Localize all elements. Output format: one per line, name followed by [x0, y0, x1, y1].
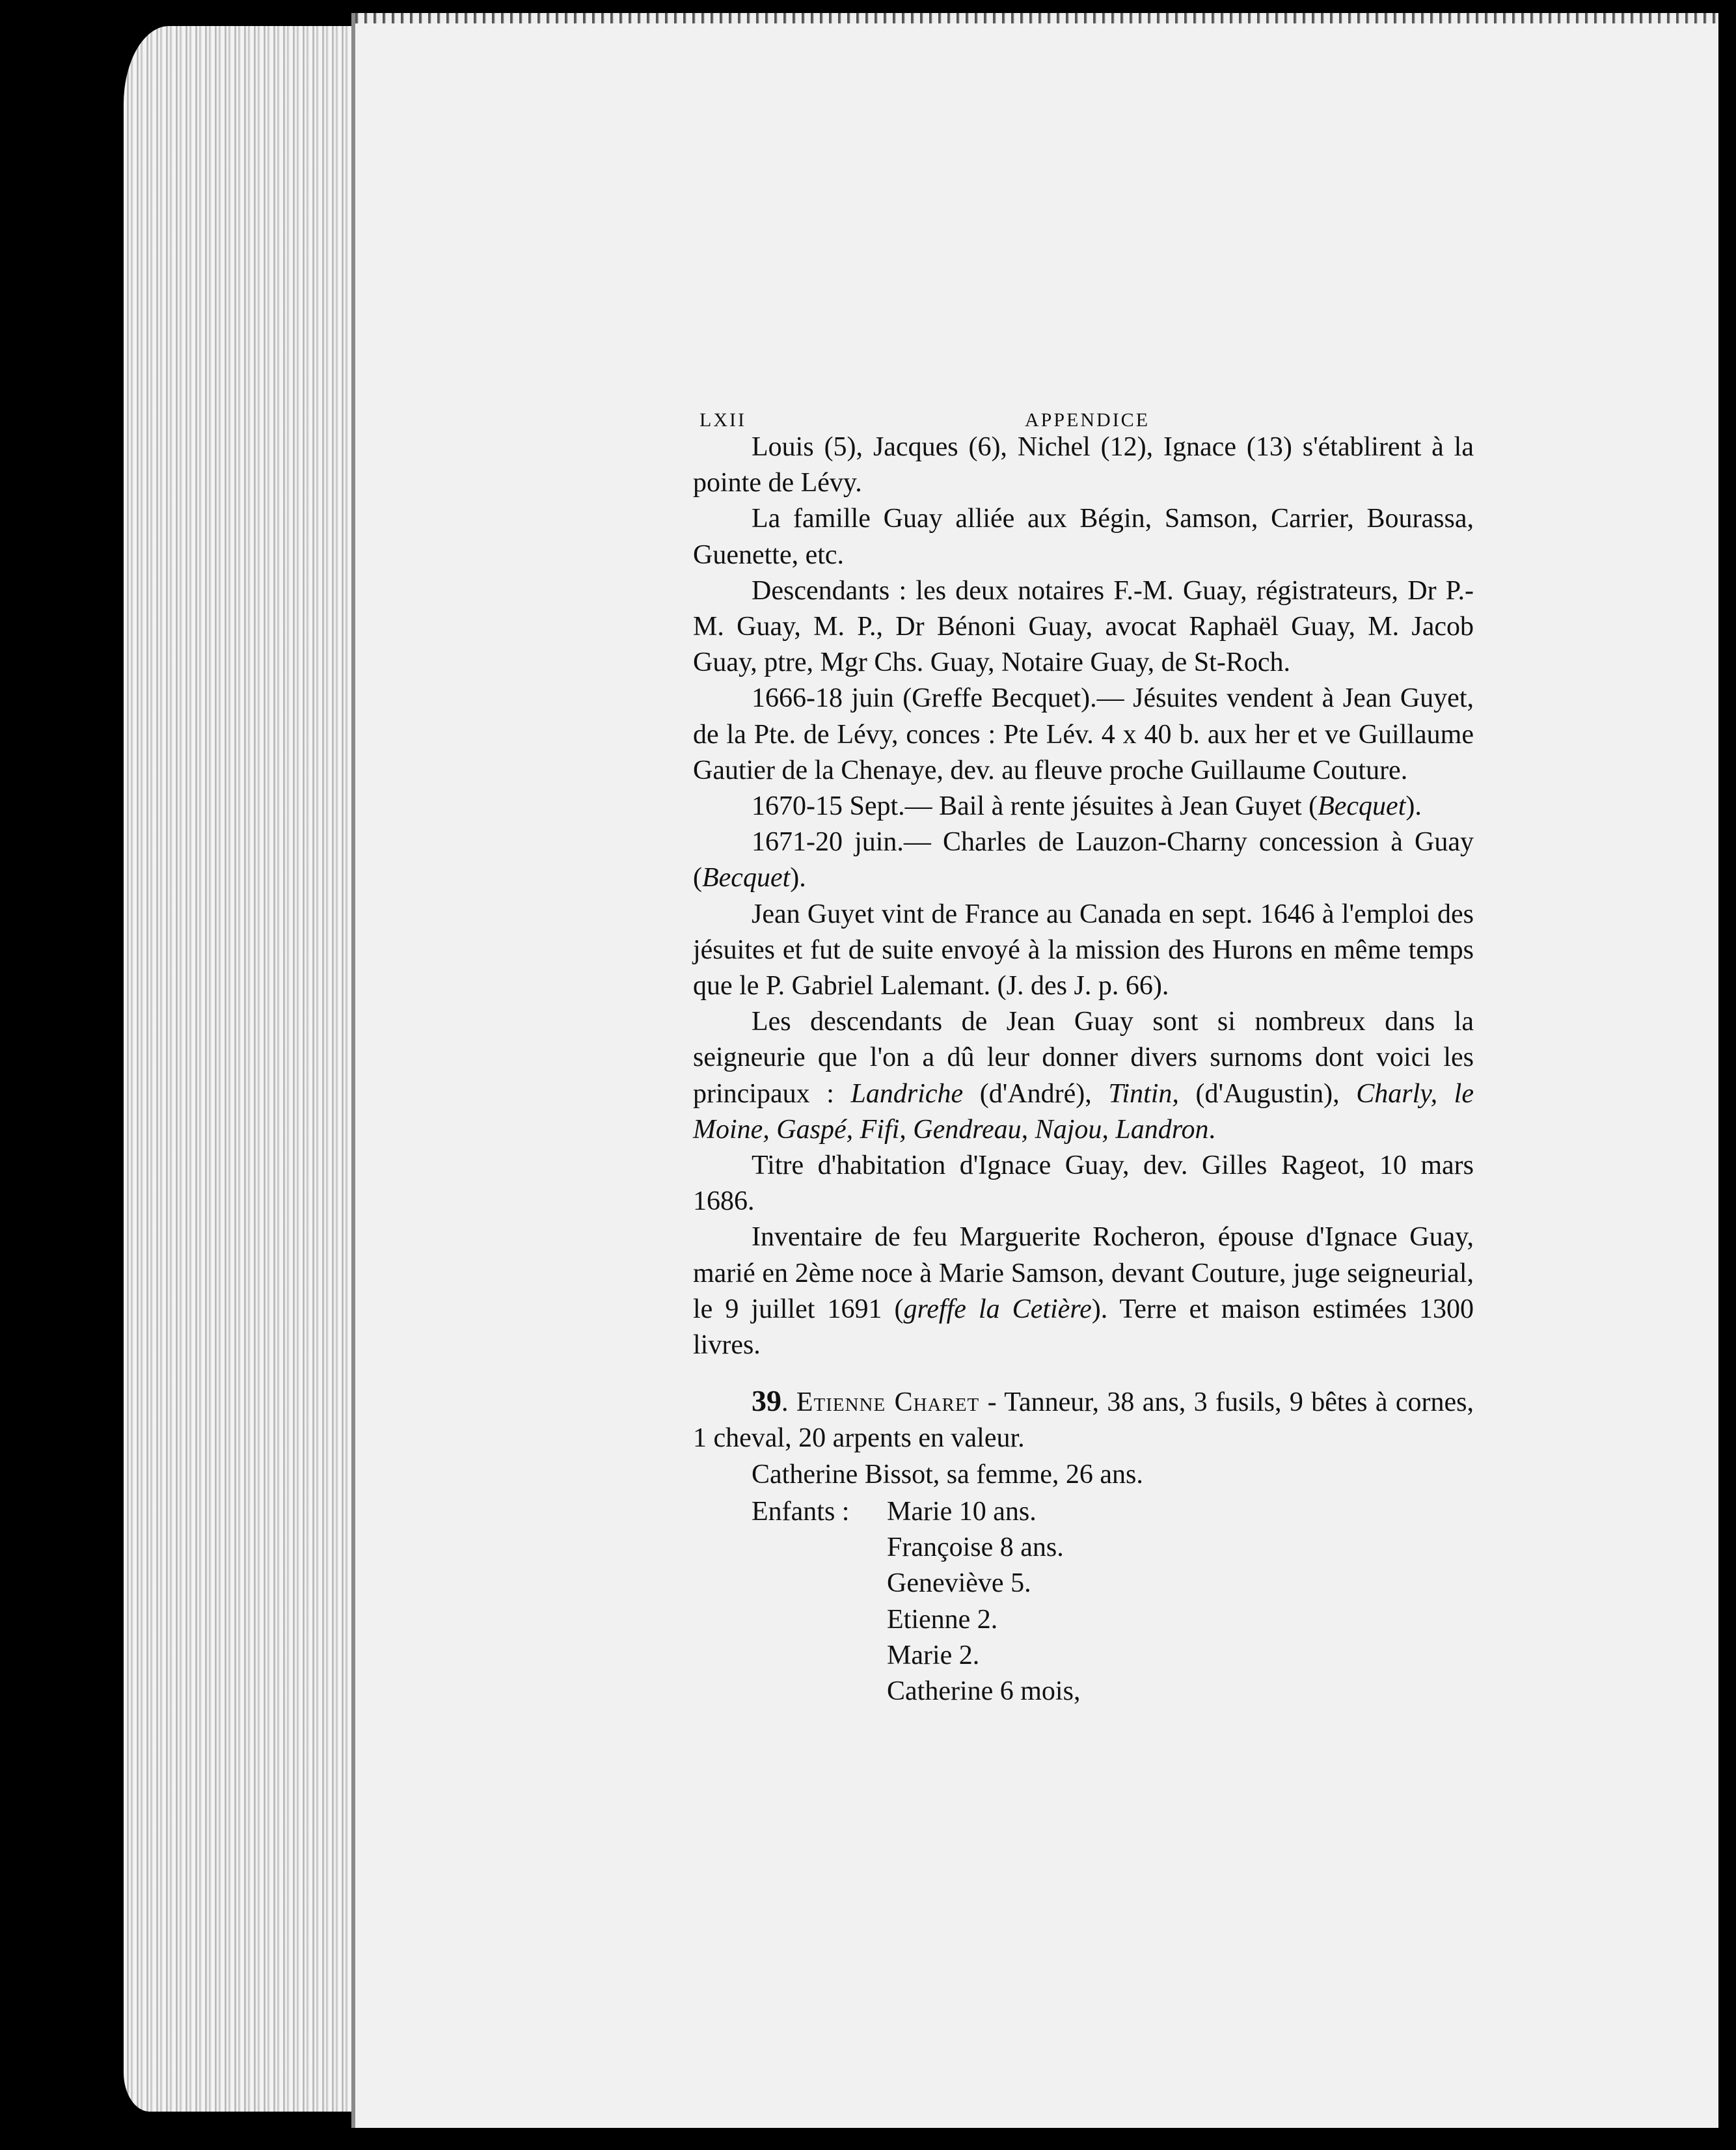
child-name: Geneviève 5. — [887, 1568, 1031, 1599]
list-indent — [693, 1530, 887, 1566]
child-name: Etienne 2. — [887, 1604, 998, 1635]
text-run: . — [781, 1387, 796, 1418]
list-item — [693, 1566, 1474, 1601]
list-item — [693, 1494, 1474, 1530]
paragraph-guay-alliances: La famille Guay alliée aux Bégin, Samson, Carrier, Bourassa, Guenette, etc. — [693, 504, 1474, 570]
nickname-list: Charly, le Moine, Gaspé, Fifi, Gendreau, Najou, Landron — [693, 1078, 1474, 1145]
list-indent — [693, 1674, 887, 1709]
child-name: Marie 10 ans. — [887, 1496, 1037, 1527]
page-number: LXII — [699, 409, 746, 431]
child-name: Marie 2. — [887, 1640, 980, 1670]
paragraph-inventory — [693, 1219, 1474, 1363]
list-item — [693, 1530, 1474, 1566]
text-run: ). Terre et maison estimées 1300 livres. — [693, 1294, 1474, 1361]
entry-name: Etienne Charet — [796, 1387, 980, 1418]
entry-description: - Tanneur, 38 ans, 3 fusils, 9 bêtes à cornes, 1 cheval, 20 arpents en valeur. — [693, 1387, 1474, 1454]
text-run: (d'Augustin), — [1178, 1078, 1357, 1109]
page-body — [693, 390, 1474, 1709]
children-label: Enfants : — [752, 1496, 850, 1527]
text-run: Inventaire de feu Marguerite Rocheron, épouse d'Ignace Guay, marié en 2ème noce à Marie Samson, devant Couture, juge seigneurial, le 9 juillet 1691 ( — [693, 1222, 1474, 1324]
paragraph-1671-concession — [693, 824, 1474, 896]
list-item — [693, 1638, 1474, 1674]
nickname: Tintin, — [1108, 1078, 1179, 1109]
list-indent — [693, 1566, 887, 1601]
text-run: ). — [790, 863, 806, 893]
list-item — [693, 1602, 1474, 1638]
list-item — [693, 1674, 1474, 1709]
book-page-edges — [124, 26, 371, 2112]
running-head — [693, 390, 1474, 429]
paragraph-guay-descendants: Descendants : les deux notaires F.-M. Guay, régistrateurs, Dr P.-M. Guay, M. P., Dr Bénoni Guay, avocat Raphaël Guay, M. Jacob Guay, ptre, Mgr Chs. Guay, Notaire Guay, de St-Roch. — [693, 575, 1474, 678]
entry-39-wife: Catherine Bissot, sa femme, 26 ans. — [752, 1459, 1143, 1490]
children-list — [693, 1494, 1474, 1709]
paragraph-1670-lease — [693, 789, 1474, 824]
text-run: 1671-20 juin.— Charles de Lauzon-Charny concession à Guay ( — [693, 827, 1474, 893]
italic-source: Becquet — [1318, 791, 1406, 822]
italic-source: Becquet — [702, 863, 791, 893]
paragraph-nicknames — [693, 1004, 1474, 1148]
paragraph-title-deed: Titre d'habitation d'Ignace Guay, dev. Gilles Rageot, 10 mars 1686. — [693, 1150, 1474, 1217]
text-run: 1670-15 Sept.— Bail à rente jésuites à Jean Guyet ( — [752, 791, 1318, 822]
child-name: Françoise 8 ans. — [887, 1532, 1064, 1563]
text-run: ). — [1405, 791, 1422, 822]
list-indent — [693, 1602, 887, 1638]
nickname: Landriche — [850, 1078, 964, 1109]
text-run: (d'André), — [963, 1078, 1109, 1109]
text-run: Les descendants de Jean Guay sont si nombreux dans la seigneurie que l'on a dû leur donner divers surnoms dont voici les principaux : — [693, 1007, 1474, 1109]
running-title: APPENDICE — [1025, 409, 1150, 431]
entry-39 — [693, 1383, 1474, 1456]
text-run: . — [1208, 1114, 1216, 1145]
section-gap — [693, 1363, 1474, 1383]
list-indent — [693, 1638, 887, 1674]
child-name: Catherine 6 mois, — [887, 1676, 1081, 1706]
paragraph-1666-sale: 1666-18 juin (Greffe Becquet).— Jésuites vendent à Jean Guyet, de la Pte. de Lévy, conces : Pte Lév. 4 x 40 b. aux her et ve Guillaume Gautier de la Chenaye, dev. au fleuve proche Guillaume Couture. — [693, 683, 1474, 785]
italic-source: greffe la Cetière — [903, 1294, 1092, 1324]
entry-number: 39 — [752, 1384, 781, 1418]
paragraph-jean-guyet-arrival: Jean Guyet vint de France au Canada en sept. 1646 à l'emploi des jésuites et fut de suite envoyé à la mission des Hurons en même temps que le P. Gabriel Lalemant. (J. des J. p. 66). — [693, 899, 1474, 1001]
paragraph-guay-sons: Louis (5), Jacques (6), Nichel (12), Ignace (13) s'établirent à la pointe de Lévy. — [693, 432, 1474, 498]
